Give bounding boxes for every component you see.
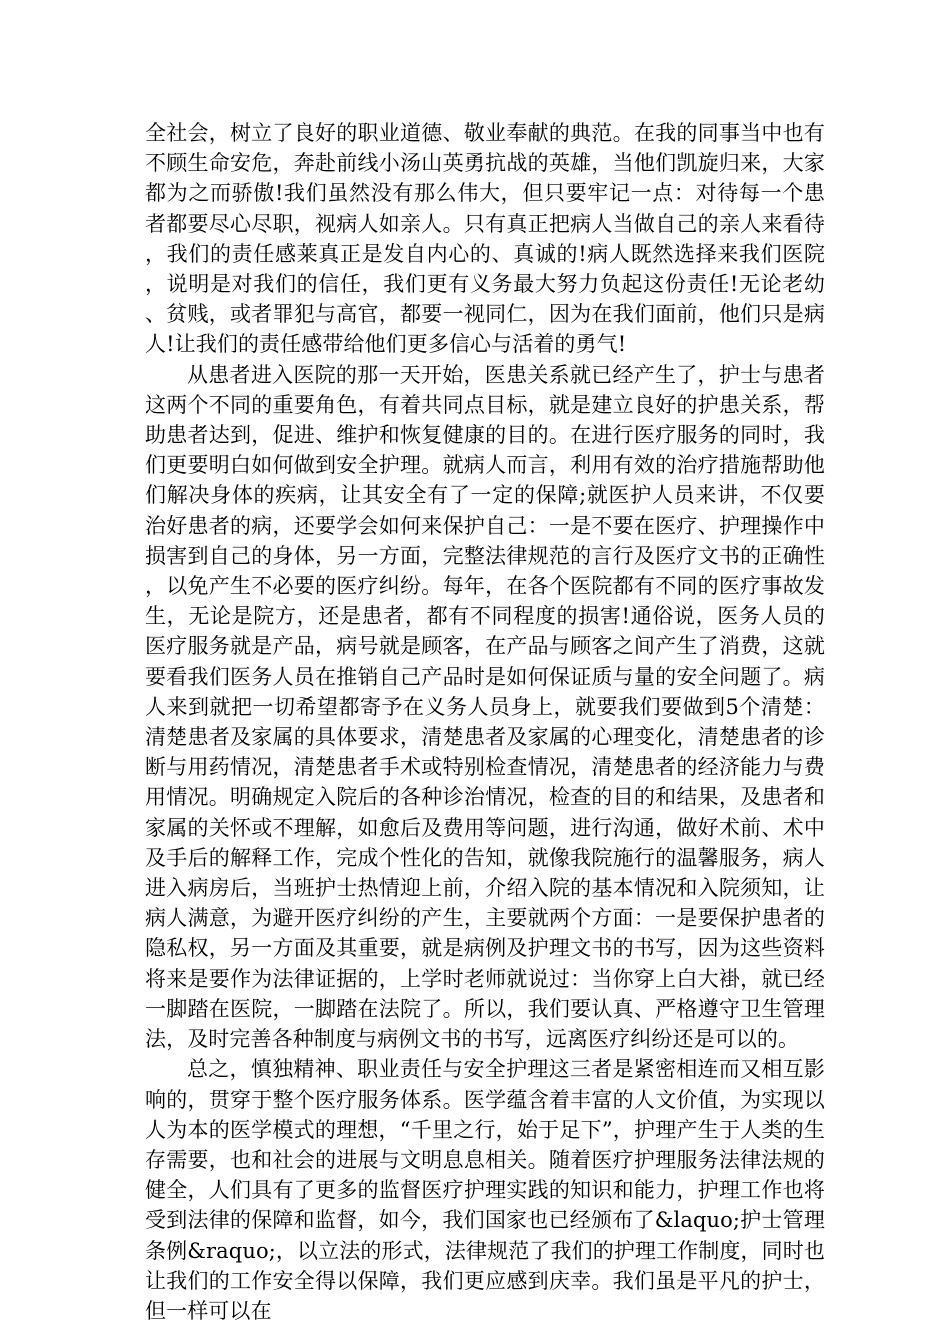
paragraph-1: 全社会，树立了良好的职业道德、敬业奉献的典范。在我的同事当中也有不顾生命安危，奔赴前线小汤山英勇抗战的英雄，当他们凯旋归来，大家都为之而骄傲!我们虽然没有那么伟大，但只要牢记一点：对待每一个患者都要尽心尽职，视病人如亲人。只有真正把病人当做自己的亲人来看待，我们的责任感莱真正是发自内心的、真诚的!病人既然选择来我们医院，说明是对我们的信任，我们更有义务最大努力负起这份责任!无论老幼、贫贱，或者罪犯与高官，都要一视同仁，因为在我们面前，他们只是病人!让我们的责任感带给他们更多信心与活着的勇气!	[145, 121, 825, 357]
document-page	[145, 118, 825, 1326]
paragraph-3: 总之，慎独精神、职业责任与安全护理这三者是紧密相连而又相互影响的，贯穿于整个医疗服务体系。医学蕴含着丰富的人文价值，为实现以人为本的医学模式的理想，“千里之行，始于足下”，护理产生于人类的生存需要，也和社会的进展与文明息息相关。随着医疗护理服务法律法规的健全，人们具有了更多的监督医疗护理实践的知识和能力，护理工作也将受到法律的保障和监督，如今，我们国家也已经颁布了&laquo;护士管理条例&raquo;，以立法的形式，法律规范了我们的护理工作制度，同时也让我们的工作安全得以保障，我们更应感到庆幸。我们虽是平凡的护士，但一样可以在	[145, 1057, 825, 1323]
paragraph-2: 从患者进入医院的那一天开始，医患关系就已经产生了，护士与患者这两个不同的重要角色，有着共同点目标，就是建立良好的护患关系，帮助患者达到，促进、维护和恢复健康的目的。在进行医疗服务的同时，我们更要明白如何做到安全护理。就病人而言，利用有效的治疗措施帮助他们解决身体的疾病，让其安全有了一定的保障;就医护人员来讲，不仅要治好患者的病，还要学会如何来保护自己：一是不要在医疗、护理操作中损害到自己的身体，另一方面，完整法律规范的言行及医疗文书的正确性，以免产生不必要的医疗纠纷。每年，在各个医院都有不同的医疗事故发生，无论是院方，还是患者，都有不同程度的损害!通俗说，医务人员的医疗服务就是产品，病号就是顾客，在产品与顾客之间产生了消费，这就要看我们医务人员在推销自己产品时是如何保证质与量的安全问题了。病人来到就把一切希望都寄予在义务人员身上，就要我们要做到5个清楚：清楚患者及家属的具体要求，清楚患者及家属的心理变化，清楚患者的诊断与用药情况，清楚患者手术或特别检查情况，清楚患者的经济能力与费用情况。明确规定入院后的各种诊治情况，检查的目的和结果，及患者和家属的关怀或不理解，如愈后及费用等问题，进行沟通，做好术前、术中及手后的解释工作，完成个性化的告知，就像我院施行的温馨服务，病人进入病房后，当班护士热情迎上前，介绍入院的基本情况和入院须知，让病人满意，为避开医疗纠纷的产生，主要就两个方面：一是要保护患者的隐私权，另一方面及其重要，就是病例及护理文书的书写，因为这些资料将来是要作为法律证据的，上学时老师就说过：当你穿上白大褂，就已经一脚踏在医院，一脚踏在法院了。所以，我们要认真、严格遵守卫生管理法，及时完善各种制度与病例文书的书写，远离医疗纠纷还是可以的。	[145, 362, 825, 1052]
